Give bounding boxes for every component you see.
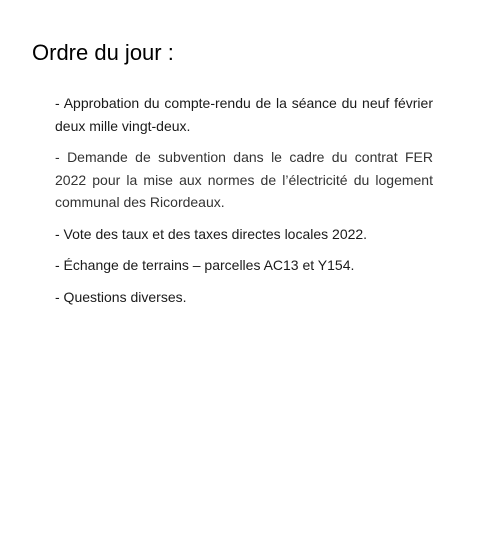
agenda-title: Ordre du jour : [32,40,174,65]
agenda-item-questions: - Questions diverses. [55,288,187,305]
agenda-list [55,92,433,317]
agenda-item-approval: - Approbation du compte-rendu de la séance du neuf février deux mille vingt-deux. [55,95,433,134]
agenda-item-land-exchange: - Échange de terrains – parcelles AC13 et Y154. [55,257,355,273]
agenda-item-subsidy: - Demande de subvention dans le cadre du contrat FER 2022 pour la mise aux normes de l’électricité du logement communal des Ricordeaux. [55,149,433,210]
agenda-item-tax-vote: - Vote des taux et des taxes directes locales 2022. [55,225,368,242]
